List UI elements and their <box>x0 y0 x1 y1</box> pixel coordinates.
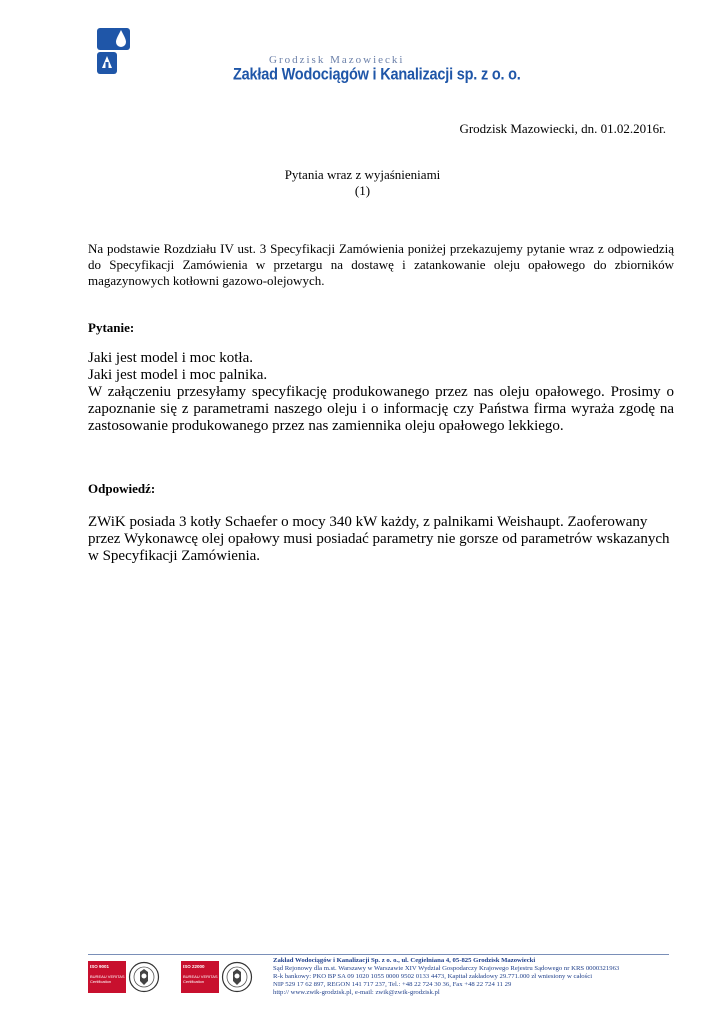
question-line: Jaki jest model i moc kotła. <box>88 350 253 366</box>
question-line: W załączeniu przesyłamy specyfikację produkowanego przez nas oleju opałowego. Prosimy o zapoznanie się z parametrami naszego oleju i o informację czy Państwa firma wyraża zgodę na zastosowanie produkowanego przez nas zamiennika oleju opałowego lekkiego. <box>88 384 674 434</box>
footer-bank-line: R-k bankowy: PKO BP SA 09 1020 1055 0000 9502 0133 4473, Kapitał zakładowy 29.771.000 zł wniesiony w całości <box>273 973 593 980</box>
logo-city-text: Grodzisk Mazowiecki <box>269 54 405 66</box>
answer-heading: Odpowiedź: <box>88 481 156 496</box>
question-body <box>88 350 674 435</box>
answer-body <box>88 514 678 565</box>
company-logo <box>96 26 521 84</box>
iso-22000-certificate <box>181 961 253 993</box>
cert-iso-label: ISO 9001 <box>90 964 110 969</box>
cert-issuer-sub: Certification <box>90 979 112 984</box>
cert-issuer <box>183 974 218 984</box>
cert-issuer-sub: Certification <box>183 979 205 984</box>
bureau-veritas-seal-icon <box>128 961 160 993</box>
question-heading: Pytanie: <box>88 320 135 335</box>
cert-issuer-name: BUREAU VERITAS <box>90 974 125 979</box>
document-date: Grodzisk Mazowiecki, dn. 01.02.2016r. <box>459 121 666 136</box>
footer-divider <box>88 954 669 955</box>
cert-issuer-name: BUREAU VERITAS <box>183 974 218 979</box>
footer-web-line[interactable]: http:// www.zwik-grodzisk.pl, e-mail: zwik@zwik-grodzisk.pl <box>273 989 440 996</box>
answer-text: ZWiK posiada 3 kotły Schaefer o mocy 340 kW każdy, z palnikami Weishaupt. Zaoferowany przez Wykonawcę olej opałowy musi posiadać parametry nie gorsze od parametrów wskazanych w Specyfikacji Zamówienia. <box>88 514 670 564</box>
document-title <box>0 167 725 199</box>
footer-court-line: Sąd Rejonowy dla m.st. Warszawy w Warszawie XIV Wydział Gospodarczy Krajowego Rejestru Sądowego nr KRS 0000321963 <box>273 965 620 972</box>
cert-badge <box>88 961 126 993</box>
footer-company-line: Zakład Wodociągów i Kanalizacji Sp. z o. o., ul. Cegielniana 4, 05-825 Grodzisk Mazowiecki <box>273 957 536 964</box>
cert-badge <box>181 961 219 993</box>
water-drop-logo-icon <box>96 26 132 76</box>
question-line: Jaki jest model i moc palnika. <box>88 367 268 383</box>
iso-9001-certificate <box>88 961 160 993</box>
intro-paragraph: Na podstawie Rozdziału IV ust. 3 Specyfikacji Zamówienia poniżej przekazujemy pytanie wraz z odpowiedzią do Specyfikacji Zamówienia w przetargu na dostawę i zatankowanie oleju opałowego do zbiorników magazynowych kotłowni gazowo-olejowych. <box>88 241 674 288</box>
logo-company-name: Zakład Wodociągów i Kanalizacji sp. z o. o. <box>233 66 521 84</box>
footer-company-info <box>273 957 673 997</box>
footer-nip-line: NIP 529 17 62 897, REGON 141 717 237, Tel.: +48 22 724 30 36, Fax +48 22 724 11 29 <box>273 981 512 988</box>
title-line: Pytania wraz z wyjaśnieniami <box>284 167 441 182</box>
cert-iso-label: ISO 22000 <box>183 964 205 969</box>
cert-issuer <box>90 974 125 984</box>
title-number: (1) <box>354 183 371 198</box>
bureau-veritas-seal-icon <box>221 961 253 993</box>
